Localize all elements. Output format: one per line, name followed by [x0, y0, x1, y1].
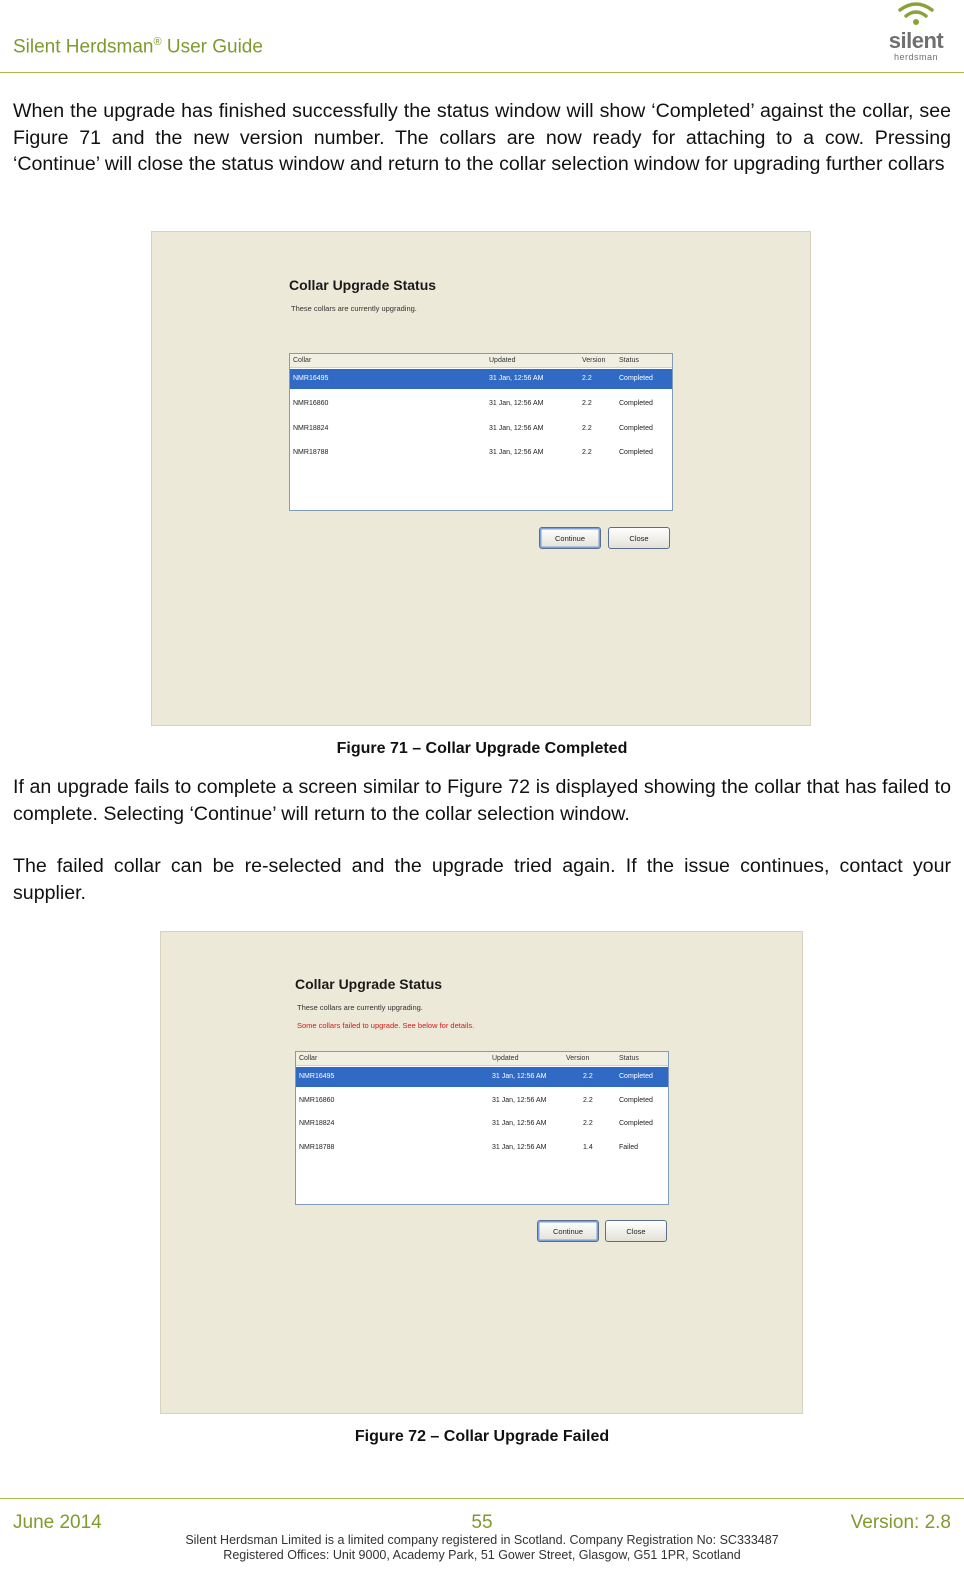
cell-collar: NMR16495: [293, 375, 329, 382]
cell-collar: NMR16860: [299, 1097, 335, 1104]
column-status[interactable]: Status: [619, 1055, 639, 1062]
footer-registered-offices: Registered Offices: Unit 9000, Academy Park, 51 Gower Street, Glasgow, G51 1PR, Scotland: [223, 1548, 741, 1562]
cell-collar: NMR18824: [299, 1120, 335, 1127]
cell-updated: 31 Jan, 12:56 AM: [492, 1144, 547, 1151]
dialog-subtitle: These collars are currently upgrading.: [291, 304, 417, 313]
cell-updated: 31 Jan, 12:56 AM: [489, 375, 544, 382]
dialog-error-message: Some collars failed to upgrade. See below for details.: [297, 1021, 475, 1030]
continue-button[interactable]: Continue: [539, 527, 601, 549]
column-version[interactable]: Version: [582, 357, 606, 364]
cell-status: Completed: [619, 1073, 653, 1080]
column-updated[interactable]: Updated: [489, 357, 516, 364]
cell-version: 2.2: [583, 1073, 593, 1080]
dialog-subtitle: These collars are currently upgrading.: [297, 1003, 423, 1012]
figure-72-screenshot: [160, 931, 803, 1414]
silent-herdsman-logo: [880, 0, 952, 70]
header-suffix: User Guide: [161, 36, 263, 58]
cell-version: 2.2: [582, 400, 592, 407]
figure-71-caption: Figure 71 – Collar Upgrade Completed: [336, 740, 628, 757]
column-version[interactable]: Version: [566, 1055, 590, 1062]
cell-status: Completed: [619, 449, 653, 456]
list-header: [290, 354, 672, 368]
footer-company-registration: Silent Herdsman Limited is a limited company registered in Scotland. Company Registration No: SC333487: [185, 1533, 779, 1547]
paragraph-reselect: The failed collar can be re-selected and the upgrade tried again. If the issue continues, contact your supplier.: [13, 855, 951, 904]
document-header-title: [13, 36, 263, 58]
list-row[interactable]: [296, 1138, 668, 1158]
page-number: 55: [471, 1512, 493, 1533]
cell-updated: 31 Jan, 12:56 AM: [492, 1120, 547, 1127]
figure-72-caption: Figure 72 – Collar Upgrade Failed: [354, 1428, 610, 1445]
registered-mark: ®: [153, 36, 162, 48]
cell-status: Completed: [619, 1120, 653, 1127]
cell-status: Completed: [619, 400, 653, 407]
column-collar[interactable]: Collar: [293, 357, 312, 364]
cell-updated: 31 Jan, 12:56 AM: [489, 400, 544, 407]
logo-subword: herdsman: [893, 52, 939, 62]
collar-status-list[interactable]: [289, 353, 673, 511]
footer-version: Version: 2.8: [850, 1512, 951, 1533]
collar-status-list[interactable]: [295, 1051, 669, 1205]
cell-status: Failed: [619, 1144, 639, 1151]
column-updated[interactable]: Updated: [492, 1055, 519, 1062]
header-divider: [0, 72, 964, 73]
paragraph-upgrade-fails: If an upgrade fails to complete a screen similar to Figure 72 is displayed showing the collar that has failed to complete. Selecting ‘Continue’ will return to the collar selection window.: [13, 776, 951, 825]
list-row[interactable]: [290, 369, 672, 389]
cell-collar: NMR16860: [293, 400, 329, 407]
cell-version: 2.2: [582, 449, 592, 456]
cell-updated: 31 Jan, 12:56 AM: [492, 1073, 547, 1080]
cell-version: 1.4: [583, 1144, 593, 1151]
list-row[interactable]: [296, 1114, 668, 1134]
close-button[interactable]: Close: [608, 527, 670, 549]
cell-version: 2.2: [583, 1097, 593, 1104]
dialog-title: Collar Upgrade Status: [289, 277, 437, 293]
column-collar[interactable]: Collar: [299, 1055, 318, 1062]
footer-divider: [0, 1498, 964, 1499]
continue-button[interactable]: Continue: [537, 1220, 599, 1242]
cell-status: Completed: [619, 375, 653, 382]
cell-status: Completed: [619, 425, 653, 432]
paragraph-upgrade-completed: When the upgrade has finished successfully the status window will show ‘Completed’ against the collar, see Figure 71 and the new version number. The collars are now ready for attaching to a cow. Pressing ‘Continue’ will close the status window and return to the collar selection window for upgrading further collars: [13, 100, 951, 175]
footer-date: June 2014: [13, 1512, 102, 1533]
list-header: [296, 1052, 668, 1066]
cell-updated: 31 Jan, 12:56 AM: [492, 1097, 547, 1104]
close-button[interactable]: Close: [605, 1220, 667, 1242]
column-status[interactable]: Status: [619, 357, 639, 364]
logo-word: silent: [888, 28, 944, 53]
cell-version: 2.2: [582, 425, 592, 432]
cell-collar: NMR16495: [299, 1073, 335, 1080]
list-row[interactable]: [290, 394, 672, 414]
list-row[interactable]: [296, 1091, 668, 1111]
list-row[interactable]: [290, 419, 672, 439]
cell-collar: NMR18824: [293, 425, 329, 432]
cell-updated: 31 Jan, 12:56 AM: [489, 449, 544, 456]
cell-collar: NMR18788: [299, 1144, 335, 1151]
cell-version: 2.2: [583, 1120, 593, 1127]
dialog-title: Collar Upgrade Status: [295, 976, 443, 992]
list-row[interactable]: [296, 1067, 668, 1087]
header-brand: Silent Herdsman: [13, 36, 154, 58]
figure-71-screenshot: [151, 231, 811, 726]
list-row[interactable]: [290, 443, 672, 463]
cell-status: Completed: [619, 1097, 653, 1104]
cell-updated: 31 Jan, 12:56 AM: [489, 425, 544, 432]
wifi-signal-icon: [880, 0, 952, 30]
cell-version: 2.2: [582, 375, 592, 382]
cell-collar: NMR18788: [293, 449, 329, 456]
